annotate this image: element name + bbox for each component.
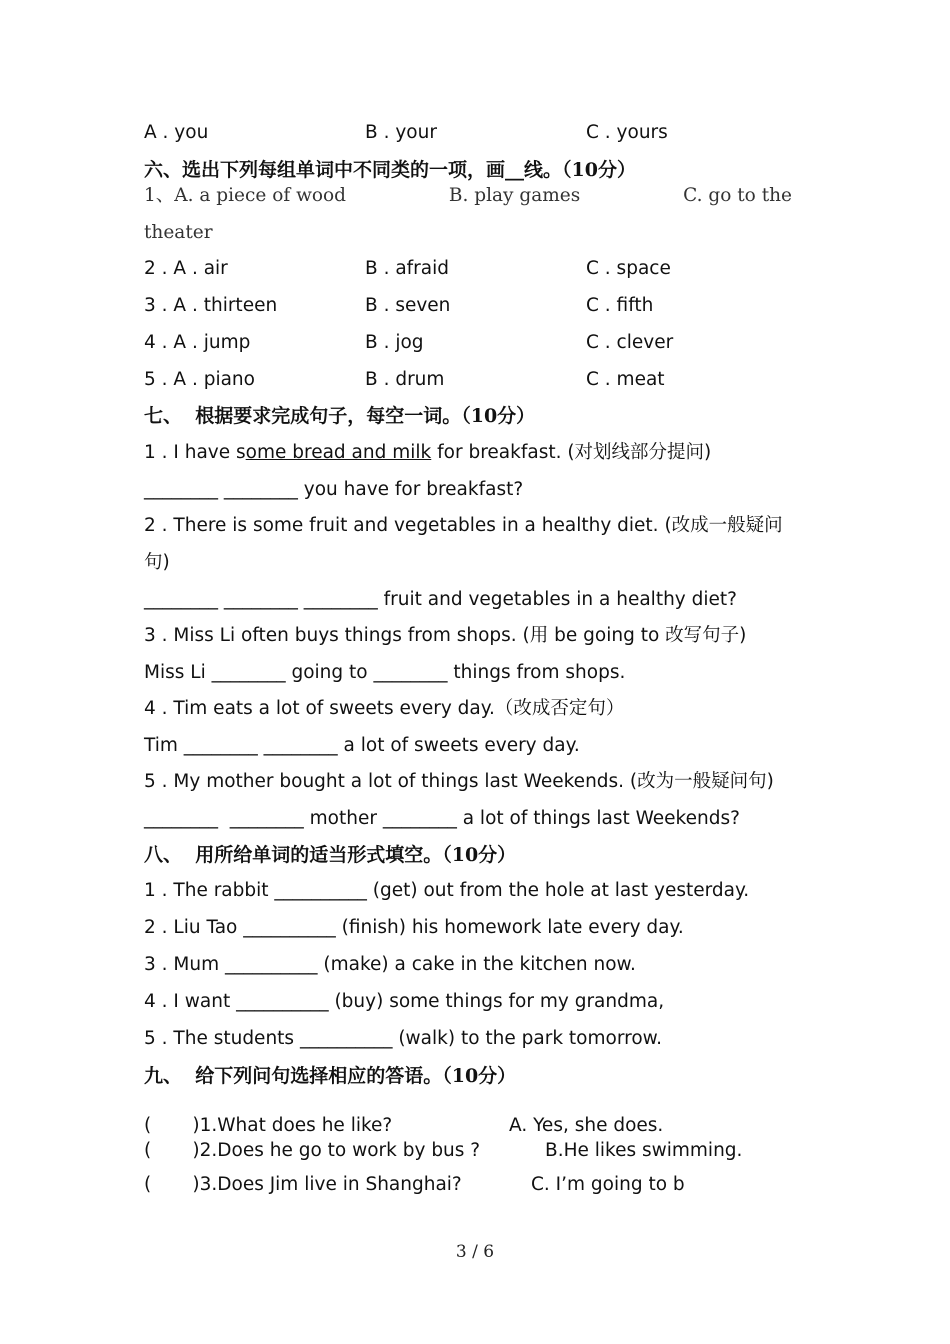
sec7-q5-answer: ________ ________ mother ________ a lot of things last Weekends? <box>144 808 740 829</box>
option-c: C . yours <box>586 122 668 143</box>
sec7-q1-post: for breakfast. (对划线部分提问) <box>431 442 712 463</box>
sec7-q3: 3 . Miss Li often buys things from shops. (用 be going to 改写句子) <box>144 625 747 646</box>
sec9-q2: ( )2.Does he go to work by bus ? <box>144 1140 481 1161</box>
sec7-q1-underlined: ome bread and milk <box>245 442 432 463</box>
sec9-a3: C. I’m going to b <box>531 1174 685 1195</box>
sec6-q2-a: 2 . A . air <box>144 258 228 279</box>
sec6-q1-continuation: theater <box>144 222 213 243</box>
sec6-q3-c: C . fifth <box>586 295 654 316</box>
sec8-item-4: 4 . I want __________ (buy) some things for my grandma, <box>144 991 665 1012</box>
sec9-a1: A. Yes, she does. <box>509 1115 664 1136</box>
sec8-item-1: 1 . The rabbit __________ (get) out from the hole at last yesterday. <box>144 880 750 901</box>
sec8-item-5: 5 . The students __________ (walk) to the park tomorrow. <box>144 1028 662 1049</box>
sec6-q1-c: C. go to the <box>683 185 792 206</box>
sec7-q2-answer: ________ ________ ________ fruit and vegetables in a healthy diet? <box>144 589 737 610</box>
sec7-q2-line2: 句) <box>144 552 170 573</box>
sec7-q4-answer: Tim ________ ________ a lot of sweets every day. <box>144 735 580 756</box>
sec6-q5-a: 5 . A . piano <box>144 369 255 390</box>
sec8-item-2: 2 . Liu Tao __________ (finish) his homework late every day. <box>144 917 684 938</box>
section-6-heading: 六、选出下列每组单词中不同类的一项，画__线。（10分） <box>144 159 636 181</box>
sec6-q4-b: B . jog <box>365 332 424 353</box>
sec6-q5-c: C . meat <box>586 369 665 390</box>
sec6-q3-b: B . seven <box>365 295 451 316</box>
sec7-q1 <box>144 441 711 465</box>
sec8-item-3: 3 . Mum __________ (make) a cake in the kitchen now. <box>144 954 636 975</box>
sec6-q2-c: C . space <box>586 258 671 279</box>
sec6-q1-b: B. play games <box>448 185 581 206</box>
sec6-q1-row <box>144 184 792 208</box>
section-8-heading: 八、 用所给单词的适当形式填空。（10分） <box>144 844 517 866</box>
sec9-q1: ( )1.What does he like? <box>144 1115 393 1136</box>
sec7-q4: 4 . Tim eats a lot of sweets every day.（改成否定句） <box>144 698 625 719</box>
sec7-q2-line1: 2 . There is some fruit and vegetables in a healthy diet. (改成一般疑问 <box>144 515 783 536</box>
sec6-q3-a: 3 . A . thirteen <box>144 295 278 316</box>
sec6-q5-b: B . drum <box>365 369 445 390</box>
page-number: 3 / 6 <box>455 1242 495 1262</box>
sec6-q1-a: 1、A. a piece of wood <box>144 185 347 206</box>
sec9-q3: ( )3.Does Jim live in Shanghai? <box>144 1174 462 1195</box>
sec7-q5: 5 . My mother bought a lot of things last Weekends. (改为一般疑问句) <box>144 771 774 792</box>
sec9-a2: B.He likes swimming. <box>545 1140 743 1161</box>
section-9-heading: 九、 给下列问句选择相应的答语。（10分） <box>144 1065 517 1087</box>
sec7-q3-answer: Miss Li ________ going to ________ things from shops. <box>144 662 626 683</box>
sec6-q2-b: B . afraid <box>365 258 450 279</box>
sec7-q1-pre: 1 . I have s <box>144 442 246 463</box>
section-7-heading: 七、 根据要求完成句子，每空一词。（10分） <box>144 405 536 427</box>
option-a: A . you <box>144 122 209 143</box>
sec6-q4-a: 4 . A . jump <box>144 332 251 353</box>
option-b: B . your <box>365 122 437 143</box>
sec6-q4-c: C . clever <box>586 332 674 353</box>
sec7-q1-answer: ________ ________ you have for breakfast? <box>144 479 524 500</box>
